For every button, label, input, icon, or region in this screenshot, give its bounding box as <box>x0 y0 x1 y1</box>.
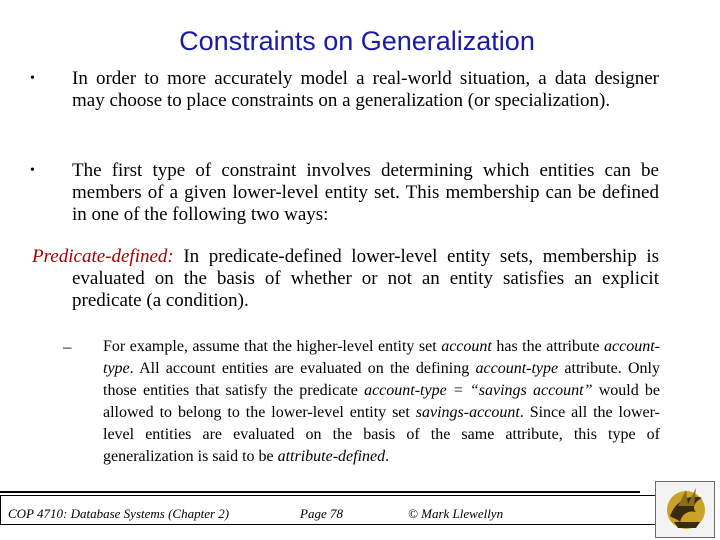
example-text: has the attribute <box>491 338 605 355</box>
example-term: account-type <box>103 338 661 377</box>
sub-bullet-dash: – <box>63 337 72 356</box>
footer-divider <box>0 491 640 493</box>
example-term: account <box>441 338 492 355</box>
example-term: attribute-defined <box>277 448 386 465</box>
example-text: . <box>385 448 390 465</box>
example-term: savings-account <box>415 404 520 421</box>
bullet-text: The first type of constraint involves determining which entities can be members of a given lower-level entity set. This membership can be defined in one of the following two ways: <box>72 160 659 225</box>
bullet-marker: • <box>30 163 35 178</box>
example-term: account-type = “savings account” <box>364 382 593 399</box>
example-text: . All account entities are evaluated on the defining <box>129 360 476 377</box>
predicate-defined-paragraph <box>32 246 659 312</box>
example-text: . Since all the lower-level entities are evaluated on the basis of the same attribute, this type of generalization is said to be <box>103 404 660 465</box>
example-term: account-type <box>475 360 559 377</box>
bullet-marker: • <box>30 71 35 86</box>
footer-page-number: Page 78 <box>300 506 343 521</box>
slide-title: Constraints on Generalization <box>179 26 535 56</box>
predicate-defined-text: In predicate-defined lower-level entity sets, membership is evaluated on the basis of whether or not an entity satisfies an explicit predicate (a condition). <box>72 246 659 311</box>
bullet-text: In order to more accurately model a real-world situation, a data designer may choose to place constraints on a generalization (or specialization). <box>72 68 659 111</box>
example-text: attribute. Only those entities that satisfy the predicate <box>103 360 661 399</box>
example-text: would be allowed to belong to the lower-level entity set <box>103 382 661 421</box>
ucf-pegasus-logo-icon <box>655 481 715 538</box>
example-text: For example, assume that the higher-level entity set <box>103 338 442 355</box>
example-paragraph <box>103 336 660 468</box>
footer-author: © Mark Llewellyn <box>408 506 504 521</box>
predicate-defined-term: Predicate-defined: <box>32 246 174 267</box>
footer-course: COP 4710: Database Systems (Chapter 2) <box>8 506 230 521</box>
